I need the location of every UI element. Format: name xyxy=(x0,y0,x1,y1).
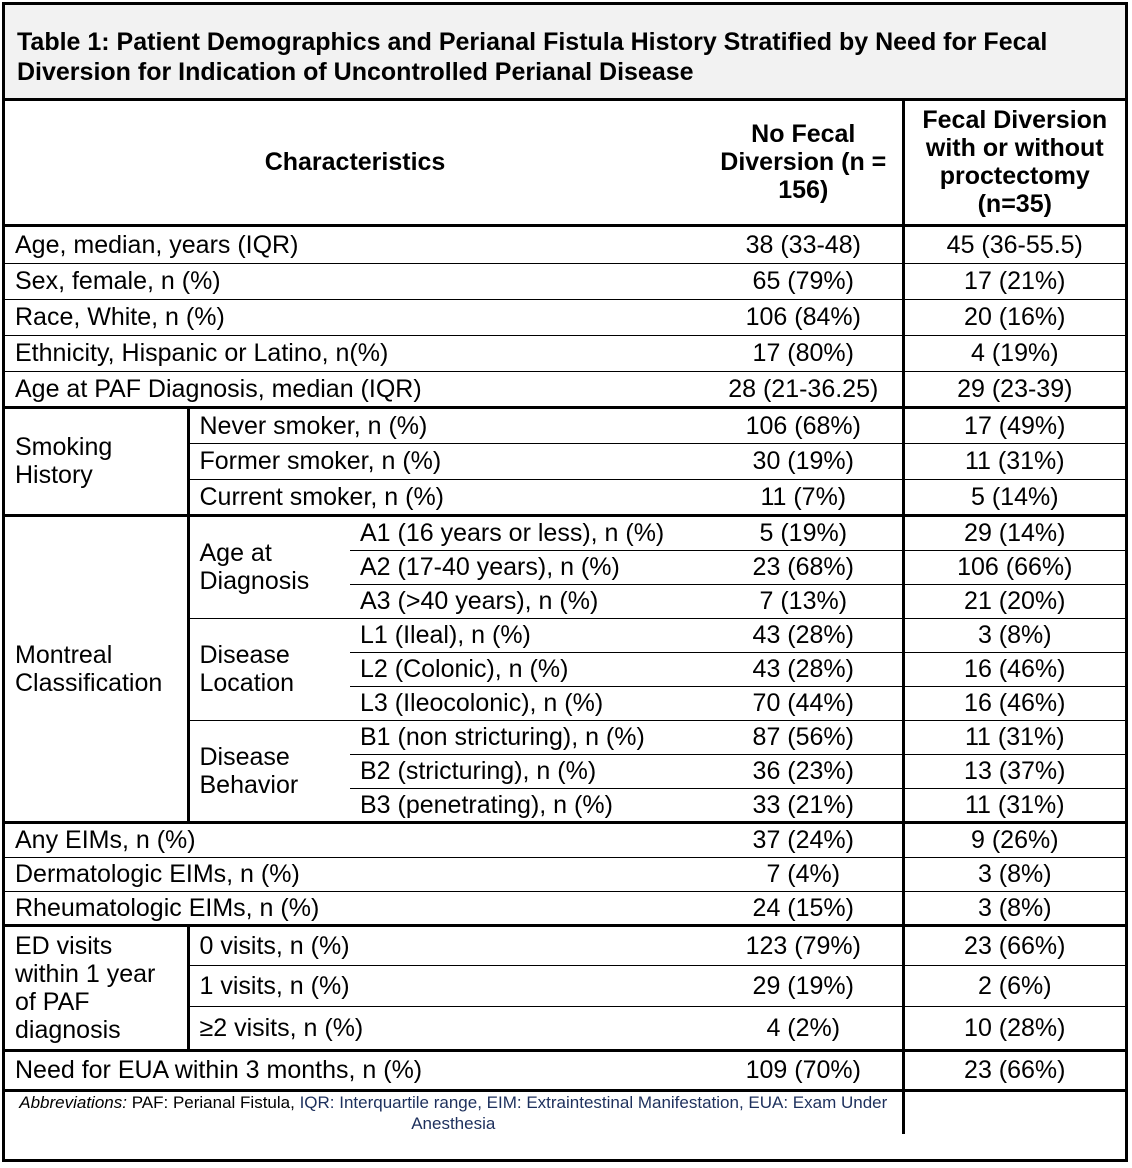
row-label: B1 (non stricturing), n (%) xyxy=(360,723,645,751)
row-label: Former smoker, n (%) xyxy=(188,443,705,479)
cell-no-diversion: 37 (24%) xyxy=(752,826,854,854)
subgroup-disease-location: Disease Location xyxy=(188,618,350,720)
cell-diversion: 2 (6%) xyxy=(903,965,1125,1006)
cell-no-diversion: 36 (23%) xyxy=(752,757,854,785)
cell-diversion: 23 (66%) xyxy=(903,1050,1125,1090)
table-row xyxy=(5,299,1125,335)
cell-diversion: 3 (8%) xyxy=(903,857,1125,891)
cell-diversion: 11 (31%) xyxy=(903,443,1125,479)
footnote-empty-cell xyxy=(903,1090,1125,1134)
cell-no-diversion: 87 (56%) xyxy=(752,723,854,751)
footnote-prefix: Abbreviations: xyxy=(19,1092,127,1112)
cell-no-diversion: 28 (21-36.25) xyxy=(728,374,879,403)
cell-diversion: 17 (21%) xyxy=(903,263,1125,299)
table-row xyxy=(5,335,1125,371)
row-label: Current smoker, n (%) xyxy=(188,479,705,515)
footnote-paf: PAF: Perianal Fistula, xyxy=(126,1092,300,1112)
row-label: L3 (Ileocolonic), n (%) xyxy=(360,689,604,717)
row-label: L2 (Colonic), n (%) xyxy=(360,655,569,683)
cell-no-diversion: 109 (70%) xyxy=(745,1056,861,1084)
header-fecal-diversion: Fecal Diversion with or without proctectomy (n=35) xyxy=(903,101,1125,225)
row-label: Age, median, years (IQR) xyxy=(15,230,299,259)
cell-diversion: 45 (36-55.5) xyxy=(903,225,1125,263)
row-label: Age at PAF Diagnosis, median (IQR) xyxy=(15,374,422,403)
header-characteristics: Characteristics xyxy=(264,148,446,177)
cell-diversion: 23 (66%) xyxy=(903,925,1125,965)
group-smoking-history: Smoking History xyxy=(15,433,113,489)
row-label: Sex, female, n (%) xyxy=(15,267,221,295)
row-label: Rheumatologic EIMs, n (%) xyxy=(15,893,320,922)
row-label: Race, White, n (%) xyxy=(15,303,225,331)
cell-no-diversion: 106 (68%) xyxy=(745,411,861,440)
cell-no-diversion: 123 (79%) xyxy=(745,931,861,960)
cell-diversion: 9 (26%) xyxy=(903,822,1125,857)
cell-diversion: 4 (19%) xyxy=(903,335,1125,371)
cell-no-diversion: 5 (19%) xyxy=(759,519,848,547)
table-title: Table 1: Patient Demographics and Perianal Fistula History Stratified by Need for Fecal Diversion for Indication of Uncontrolled Perianal Disease xyxy=(5,5,1125,101)
row-label: Any EIMs, n (%) xyxy=(15,826,196,854)
cell-diversion: 5 (14%) xyxy=(903,479,1125,515)
cell-diversion: 20 (16%) xyxy=(903,299,1125,335)
subgroup-disease-behavior: Disease Behavior xyxy=(188,720,350,822)
group-ed-visits: ED visits within 1 year of PAF diagnosis xyxy=(15,931,156,1044)
row-label: Need for EUA within 3 months, n (%) xyxy=(15,1056,423,1084)
row-label: Dermatologic EIMs, n (%) xyxy=(15,860,300,888)
cell-no-diversion: 106 (84%) xyxy=(745,303,861,331)
group-montreal-classification: Montreal Classification xyxy=(15,640,163,697)
cell-no-diversion: 30 (19%) xyxy=(752,447,854,475)
cell-no-diversion: 23 (68%) xyxy=(752,553,854,581)
cell-no-diversion: 24 (15%) xyxy=(752,893,854,922)
cell-no-diversion: 33 (21%) xyxy=(752,790,854,819)
cell-no-diversion: 65 (79%) xyxy=(752,267,854,295)
abbreviations-footnote xyxy=(5,1090,903,1134)
table-row xyxy=(5,371,1125,407)
table-row xyxy=(5,1050,1125,1090)
cell-no-diversion: 70 (44%) xyxy=(752,689,854,717)
cell-diversion: 10 (28%) xyxy=(903,1006,1125,1050)
cell-diversion: 21 (20%) xyxy=(903,584,1125,618)
subgroup-age-at-diagnosis: Age at Diagnosis xyxy=(188,515,350,618)
header-row xyxy=(5,101,1125,225)
row-label: B3 (penetrating), n (%) xyxy=(360,790,613,819)
cell-no-diversion: 43 (28%) xyxy=(752,621,854,649)
table-row xyxy=(5,925,1125,965)
row-label: A2 (17-40 years), n (%) xyxy=(360,553,620,581)
cell-diversion: 11 (31%) xyxy=(903,720,1125,754)
row-label: A3 (>40 years), n (%) xyxy=(360,587,599,615)
table-row xyxy=(5,515,1125,550)
table-row xyxy=(5,822,1125,857)
table-row xyxy=(5,857,1125,891)
table-row xyxy=(5,891,1125,925)
cell-no-diversion: 7 (4%) xyxy=(766,860,841,888)
row-label: 1 visits, n (%) xyxy=(188,965,705,1006)
cell-diversion: 13 (37%) xyxy=(903,754,1125,788)
footnote-rest: : Interquartile range, EIM: Extraintestinal Manifestation, EUA: Exam Under Anesthesia xyxy=(329,1092,888,1133)
cell-diversion: 106 (66%) xyxy=(903,550,1125,584)
demographics-table xyxy=(5,101,1125,1134)
cell-diversion: 16 (46%) xyxy=(903,686,1125,720)
row-label: B2 (stricturing), n (%) xyxy=(360,757,597,785)
cell-diversion: 16 (46%) xyxy=(903,652,1125,686)
cell-no-diversion: 11 (7%) xyxy=(760,482,847,511)
footnote-row xyxy=(5,1090,1125,1134)
table-row xyxy=(5,225,1125,263)
table-row xyxy=(5,263,1125,299)
cell-no-diversion: 38 (33-48) xyxy=(745,230,861,259)
cell-no-diversion: 43 (28%) xyxy=(752,655,854,683)
header-no-fecal-diversion: No Fecal Diversion (n = 156) xyxy=(720,120,887,205)
cell-diversion: 3 (8%) xyxy=(903,618,1125,652)
cell-no-diversion: 17 (80%) xyxy=(752,339,854,367)
row-label: L1 (Ileal), n (%) xyxy=(360,621,531,649)
table-row xyxy=(5,407,1125,443)
cell-diversion: 3 (8%) xyxy=(903,891,1125,925)
cell-diversion: 29 (14%) xyxy=(903,515,1125,550)
row-label: Ethnicity, Hispanic or Latino, n(%) xyxy=(15,339,389,367)
footnote-iqr: IQR xyxy=(299,1092,330,1112)
row-label: ≥2 visits, n (%) xyxy=(188,1006,705,1050)
cell-diversion: 29 (23-39) xyxy=(903,371,1125,407)
cell-no-diversion: 4 (2%) xyxy=(766,1013,841,1042)
row-label: A1 (16 years or less), n (%) xyxy=(360,519,665,547)
cell-diversion: 11 (31%) xyxy=(903,788,1125,822)
table-container xyxy=(2,2,1128,1162)
row-label: Never smoker, n (%) xyxy=(188,407,705,443)
cell-no-diversion: 7 (13%) xyxy=(759,587,848,615)
cell-diversion: 17 (49%) xyxy=(903,407,1125,443)
row-label: 0 visits, n (%) xyxy=(188,925,705,965)
cell-no-diversion: 29 (19%) xyxy=(752,971,854,1000)
